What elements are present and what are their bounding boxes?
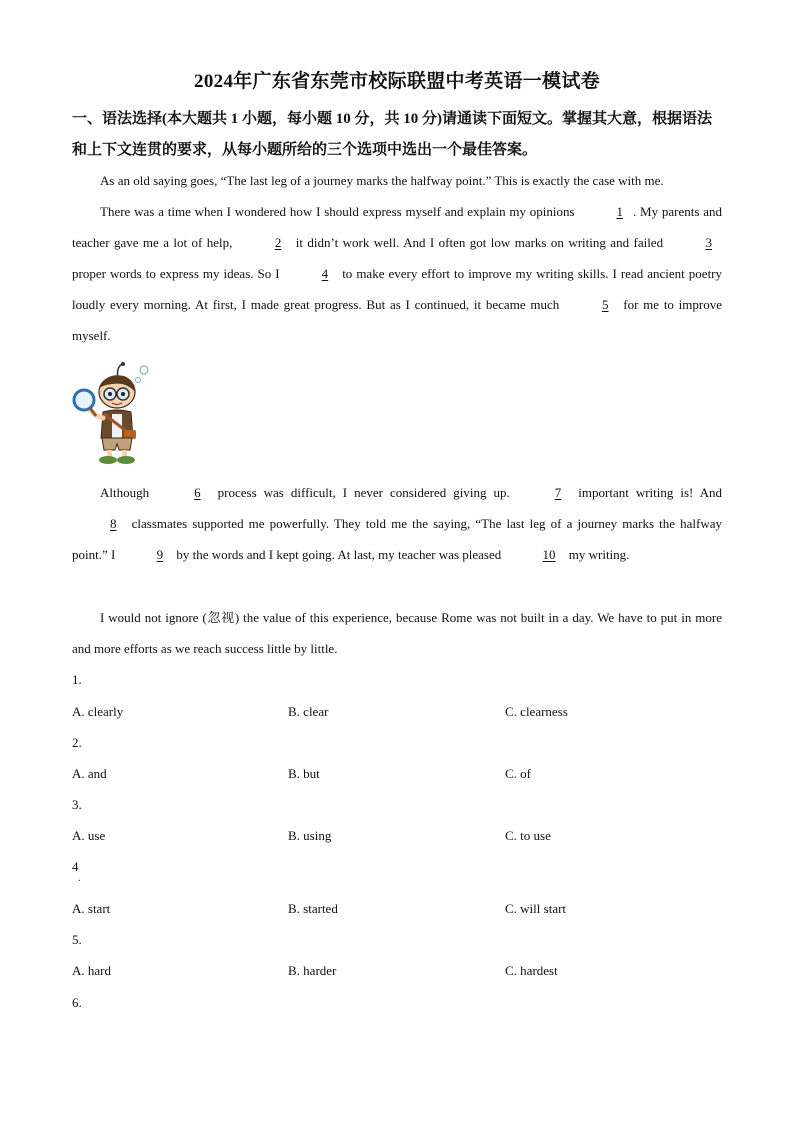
- blank-6: 6: [194, 485, 201, 500]
- option-c[interactable]: C. to use: [505, 828, 551, 843]
- option-a[interactable]: A. and: [72, 766, 107, 781]
- text-segment: proper words to express my ideas. So I: [72, 266, 280, 281]
- blank-5: 5: [602, 297, 609, 312]
- paragraph-1: As an old saying goes, “The last leg of a journey marks the halfway point.” This is exactly the case with me.: [100, 173, 664, 188]
- option-a[interactable]: A. use: [72, 828, 106, 843]
- option-b[interactable]: B. but: [288, 766, 320, 781]
- question-number: 5.: [72, 932, 82, 947]
- option-c[interactable]: C. hardest: [505, 963, 558, 978]
- option-a[interactable]: A. clearly: [72, 704, 124, 719]
- text-segment: process was difficult, I never considered giving up.: [217, 485, 510, 500]
- option-a[interactable]: A. start: [72, 901, 111, 916]
- text-segment: important writing is! And: [578, 485, 723, 500]
- option-c[interactable]: C. of: [505, 766, 531, 781]
- option-b[interactable]: B. harder: [288, 963, 337, 978]
- question-number: 2.: [72, 735, 82, 750]
- option-c[interactable]: C. will start: [505, 901, 567, 916]
- section-heading: 一、语法选择(本大题共 1 小题，每小题 10 分，共 10 分)请通读下面短文。掌握其大意，根据语法和上下文连贯的要求，从每小题所给的三个选项中选出一个最佳答案。: [72, 111, 712, 158]
- blank-9: 9: [156, 547, 164, 562]
- option-a[interactable]: A. hard: [72, 963, 111, 978]
- option-c[interactable]: C. clearness: [505, 704, 568, 719]
- paragraph-3: [72, 477, 722, 570]
- paragraph-4: I would not ignore (忽视) the value of this experience, because Rome was not built in a day. We have to put in more and more efforts as we reach success little by little.: [72, 610, 722, 656]
- text-segment: for me to improve myself.: [72, 297, 723, 343]
- blank-2: 2: [274, 235, 282, 250]
- text-segment: classmates supported me powerfully. They told me the saying, “The last leg of a journey marks the halfway point.” I: [72, 516, 723, 562]
- text-segment: to make every effort to improve my writing skills. I read ancient poetry loudly every morning. At first, I made great progress. But as I continued, it became much: [72, 266, 723, 312]
- text-segment: There was a time when I wondered how I should express myself and explain my opinions: [100, 204, 575, 219]
- text-segment: . My parents and teacher gave me a lot of help,: [72, 204, 723, 250]
- paragraph-2: [72, 196, 722, 351]
- text-segment: Although: [100, 485, 150, 500]
- question-number: 4: [72, 859, 79, 874]
- question-number-dot: .: [78, 873, 81, 884]
- question-number: 1.: [72, 672, 82, 687]
- option-b[interactable]: B. using: [288, 828, 332, 843]
- text-segment: it didn’t work well. And I often got low marks on writing and failed: [295, 235, 664, 250]
- blank-1: 1: [616, 204, 623, 219]
- question-number: 6.: [72, 995, 82, 1010]
- text-segment: my writing.: [568, 547, 630, 562]
- option-b[interactable]: B. clear: [288, 704, 329, 719]
- question-number: 3.: [72, 797, 82, 812]
- page-title: 2024年广东省东莞市校际联盟中考英语一模试卷: [194, 71, 600, 92]
- option-b[interactable]: B. started: [288, 901, 338, 916]
- blank-3: 3: [705, 235, 712, 250]
- blank-8: 8: [110, 516, 117, 531]
- blank-10: 10: [542, 547, 556, 562]
- detective-kid-illustration: [72, 360, 154, 466]
- blank-7: 7: [554, 485, 562, 500]
- blank-4: 4: [321, 266, 329, 281]
- text-segment: by the words and I kept going. At last, my teacher was pleased: [176, 547, 502, 562]
